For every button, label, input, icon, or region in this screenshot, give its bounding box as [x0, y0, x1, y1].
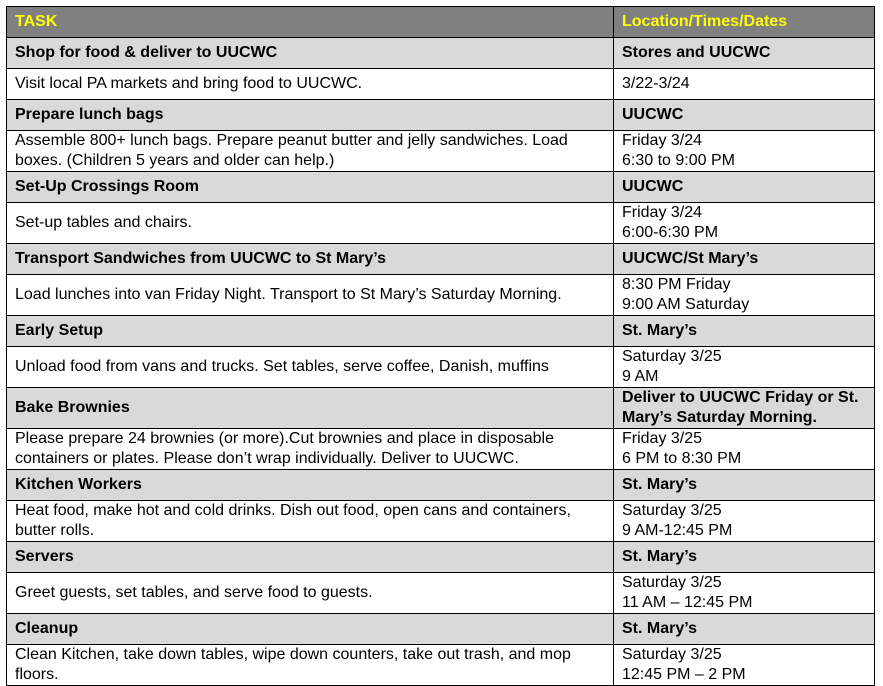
task-detail: Set-up tables and chairs. — [7, 203, 614, 244]
schedule-line: Saturday 3/25 — [622, 348, 722, 365]
detail-row — [7, 347, 875, 388]
task-row — [7, 542, 875, 573]
schedule-line: 9 AM — [622, 368, 659, 385]
task-name: Transport Sandwiches from UUCWC to St Mary’s — [7, 244, 614, 275]
task-detail: Clean Kitchen, take down tables, wipe down counters, take out trash, and mop floors. — [7, 645, 614, 686]
task-schedule — [614, 131, 875, 172]
schedule-line: 8:30 PM Friday — [622, 276, 731, 293]
task-location: UUCWC — [614, 172, 875, 203]
volunteer-task-table-container — [6, 6, 874, 686]
task-row — [7, 388, 875, 429]
schedule-line: 9 AM-12:45 PM — [622, 522, 733, 539]
task-row — [7, 470, 875, 501]
task-row — [7, 316, 875, 347]
task-name: Kitchen Workers — [7, 470, 614, 501]
detail-row — [7, 203, 875, 244]
task-name: Bake Brownies — [7, 388, 614, 429]
task-detail: Assemble 800+ lunch bags. Prepare peanut butter and jelly sandwiches. Load boxes. (Children 5 years and older can help.) — [7, 131, 614, 172]
volunteer-task-table — [6, 6, 875, 686]
schedule-line: Friday 3/25 — [622, 430, 703, 447]
schedule-line: 9:00 AM Saturday — [622, 296, 750, 313]
task-name: Servers — [7, 542, 614, 573]
detail-row — [7, 429, 875, 470]
task-schedule — [614, 429, 875, 470]
schedule-line: 6 PM to 8:30 PM — [622, 450, 742, 467]
schedule-line: 6:00-6:30 PM — [622, 224, 719, 241]
schedule-line: 11 AM – 12:45 PM — [622, 594, 753, 611]
task-name: Early Setup — [7, 316, 614, 347]
header-task: TASK — [7, 7, 614, 38]
task-row — [7, 38, 875, 69]
task-detail: Visit local PA markets and bring food to UUCWC. — [7, 69, 614, 100]
task-location: Stores and UUCWC — [614, 38, 875, 69]
detail-row — [7, 573, 875, 614]
schedule-line: Saturday 3/25 — [622, 574, 722, 591]
task-detail: Unload food from vans and trucks. Set tables, serve coffee, Danish, muffins — [7, 347, 614, 388]
task-detail: Greet guests, set tables, and serve food to guests. — [7, 573, 614, 614]
task-schedule — [614, 347, 875, 388]
task-schedule — [614, 275, 875, 316]
task-location: UUCWC/St Mary’s — [614, 244, 875, 275]
detail-row — [7, 275, 875, 316]
task-location: St. Mary’s — [614, 316, 875, 347]
schedule-line: 3/22-3/24 — [622, 75, 690, 92]
task-name: Shop for food & deliver to UUCWC — [7, 38, 614, 69]
task-location: UUCWC — [614, 100, 875, 131]
task-detail: Heat food, make hot and cold drinks. Dish out food, open cans and containers, butter rolls. — [7, 501, 614, 542]
schedule-line: Friday 3/24 — [622, 204, 703, 221]
detail-row — [7, 645, 875, 686]
task-schedule — [614, 645, 875, 686]
task-name: Prepare lunch bags — [7, 100, 614, 131]
task-detail: Please prepare 24 brownies (or more).Cut brownies and place in disposable containers or plates. Please don’t wrap individually. Deliver to UUCWC. — [7, 429, 614, 470]
task-location: Deliver to UUCWC Friday or St. Mary’s Saturday Morning. — [614, 388, 875, 429]
schedule-line: Friday 3/24 — [622, 132, 703, 149]
task-row — [7, 172, 875, 203]
task-name: Cleanup — [7, 614, 614, 645]
task-schedule — [614, 69, 875, 100]
task-schedule — [614, 501, 875, 542]
task-row — [7, 100, 875, 131]
task-location: St. Mary’s — [614, 470, 875, 501]
schedule-line: Saturday 3/25 — [622, 646, 722, 663]
table-body — [7, 38, 875, 686]
schedule-line: Saturday 3/25 — [622, 502, 722, 519]
task-location: St. Mary’s — [614, 542, 875, 573]
task-name: Set-Up Crossings Room — [7, 172, 614, 203]
task-detail: Load lunches into van Friday Night. Transport to St Mary’s Saturday Morning. — [7, 275, 614, 316]
task-row — [7, 614, 875, 645]
table-header-row — [7, 7, 875, 38]
detail-row — [7, 131, 875, 172]
task-schedule — [614, 573, 875, 614]
schedule-line: 12:45 PM – 2 PM — [622, 666, 746, 683]
task-row — [7, 244, 875, 275]
detail-row — [7, 69, 875, 100]
task-location: St. Mary’s — [614, 614, 875, 645]
task-schedule — [614, 203, 875, 244]
header-location: Location/Times/Dates — [614, 7, 875, 38]
detail-row — [7, 501, 875, 542]
schedule-line: 6:30 to 9:00 PM — [622, 152, 735, 169]
